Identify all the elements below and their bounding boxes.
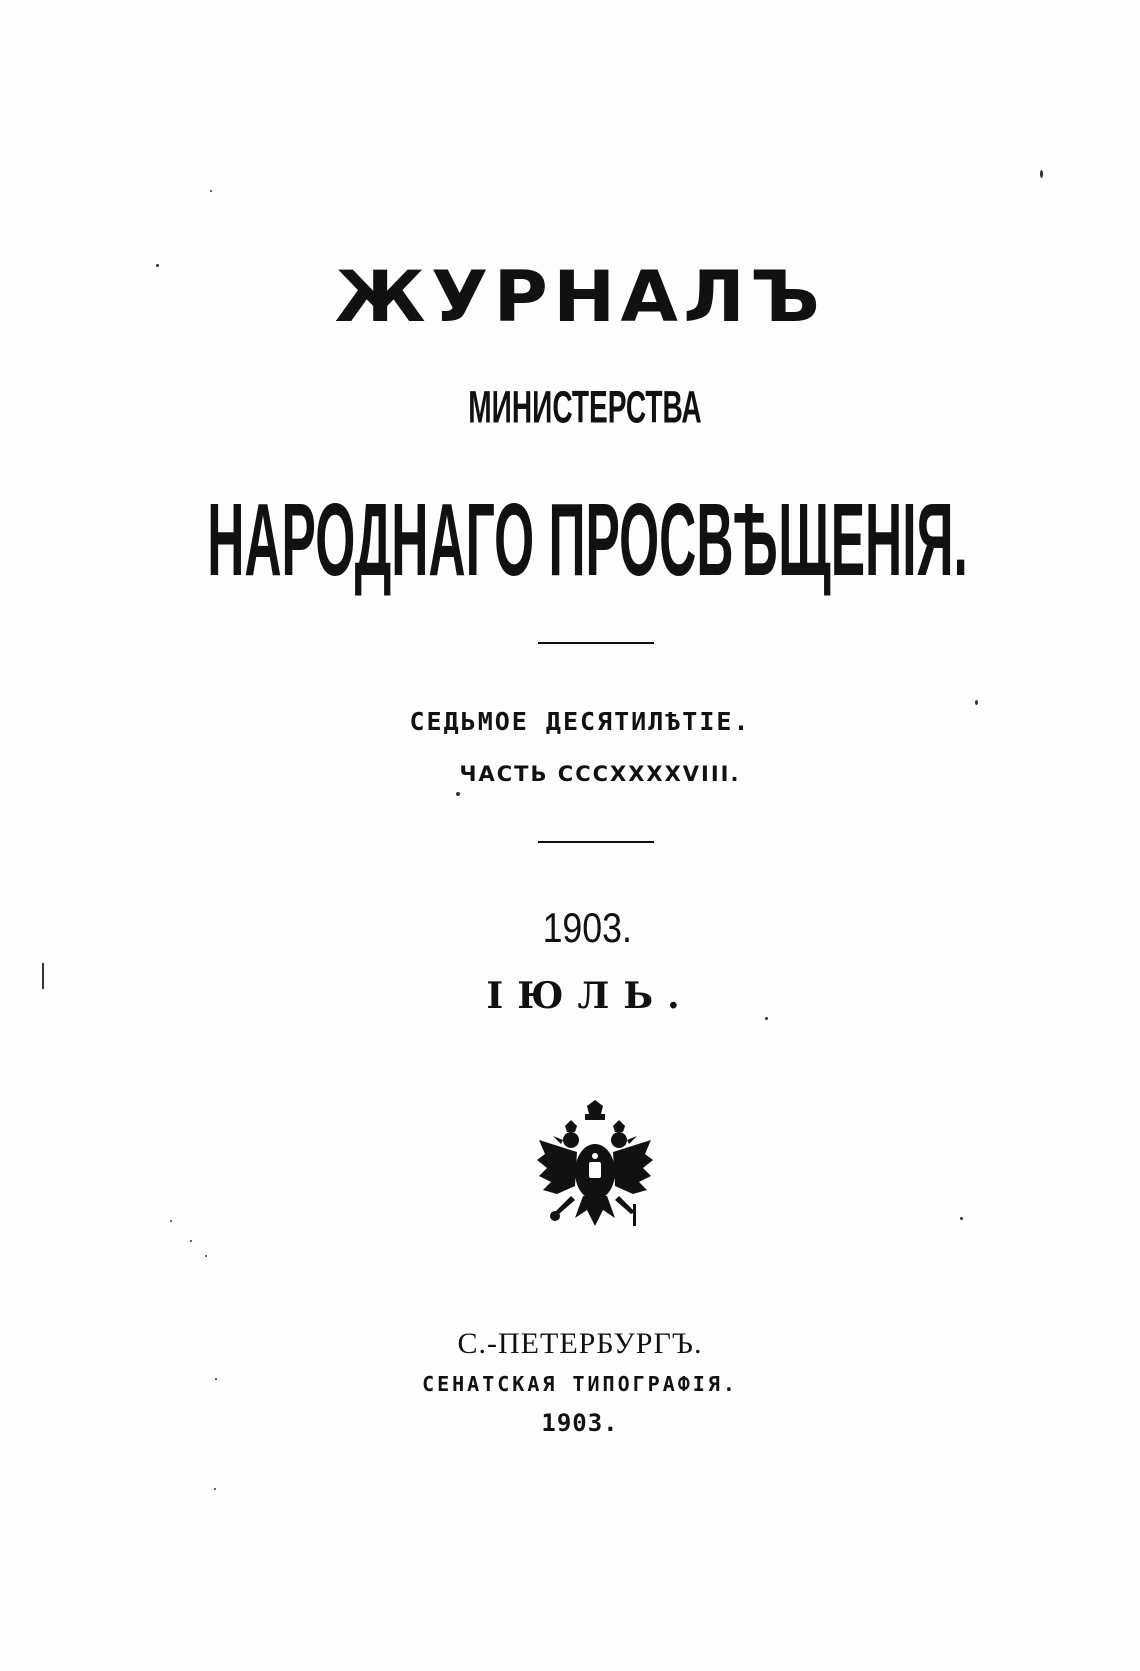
journal-title-large: НАРОДНАГО ПРОСВѢЩЕНІЯ. — [207, 481, 968, 598]
scan-speck — [205, 1255, 207, 1257]
scan-speck — [190, 1240, 192, 1242]
imprint-city: С.-ПЕТЕРБУРГЪ. — [457, 1327, 703, 1360]
journal-subtitle: МИНИСТЕРСТВА — [468, 381, 702, 433]
journal-title: ЖУРНАЛЪ — [334, 256, 826, 338]
volume-part: ЧАСТЬ CCCXXXXVIII. — [459, 762, 741, 786]
scan-speck — [210, 190, 212, 192]
scan-speck — [170, 1220, 172, 1222]
issue-year: 1903. — [542, 904, 632, 951]
scan-speck — [156, 264, 159, 267]
scan-speck — [215, 1378, 217, 1380]
scan-speck — [214, 1488, 216, 1490]
divider-rule — [538, 642, 654, 644]
scan-speck — [765, 1017, 768, 1020]
imprint-year: 1903. — [541, 1409, 619, 1437]
scan-speck — [975, 700, 978, 705]
scan-speck — [960, 1217, 963, 1220]
scan-speck — [456, 792, 460, 796]
divider-rule — [538, 841, 654, 843]
issue-month: ІЮЛЬ. — [486, 975, 694, 1017]
imprint-press: СЕНАТСКАЯ ТИПОГРАФІЯ. — [422, 1372, 738, 1396]
scan-speck — [1040, 170, 1043, 178]
double-headed-eagle-icon — [535, 1100, 655, 1235]
scan-speck — [42, 963, 44, 989]
series-decade: СЕДЬМОЕ ДЕСЯТИЛѢТІЕ. — [409, 707, 751, 736]
